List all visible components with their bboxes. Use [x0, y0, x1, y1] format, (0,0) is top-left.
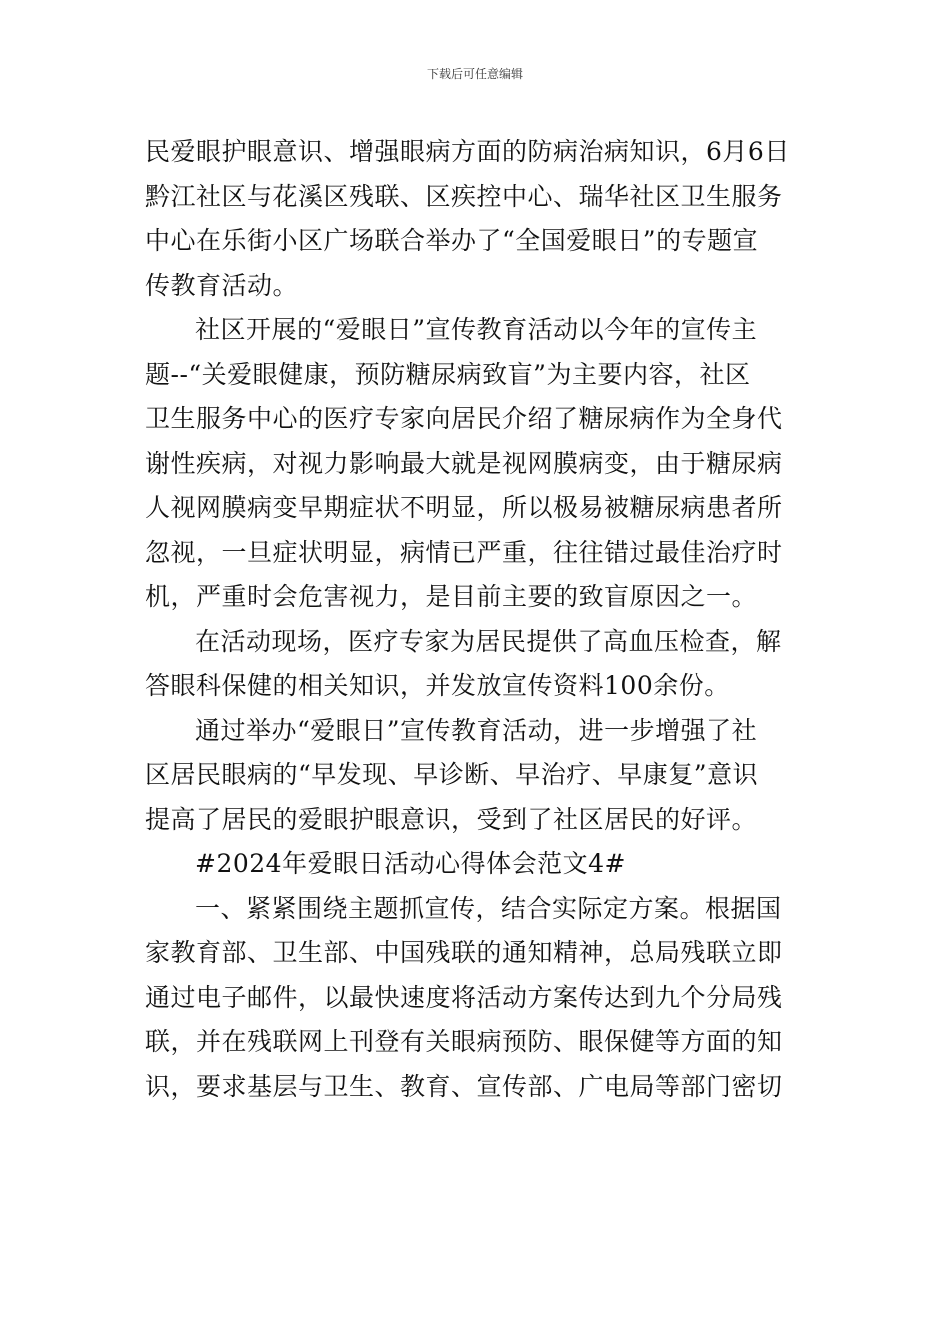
paragraph-line: 通过举办“爱眼日”宣传教育活动，进一步增强了社 — [195, 715, 758, 745]
paragraph-line: 答眼科保健的相关知识，并发放宣传资料100余份。 — [145, 671, 730, 700]
paragraph-line: 社区开展的“爱眼日”宣传教育活动以今年的宣传主 — [195, 315, 758, 344]
paragraph-line: 机，严重时会危害视力，是目前主要的致盲原因之一。 — [145, 582, 758, 611]
paragraph-line: 识，要求基层与卫生、教育、宣传部、广电局等部门密切 — [145, 1071, 783, 1101]
paragraph-line: 民爱眼护眼意识、增强眼病方面的防病治病知识，6月6日 — [145, 137, 790, 166]
paragraph-line: 卫生服务中心的医疗专家向居民介绍了糖尿病作为全身代 — [145, 404, 783, 433]
paragraph-line: 提高了居民的爱眼护眼意识，受到了社区居民的好评。 — [145, 804, 758, 834]
paragraph-line: 忽视，一旦症状明显，病情已严重，往往错过最佳治疗时 — [145, 537, 783, 567]
page-header: 下载后可任意编辑 — [426, 67, 523, 81]
paragraph-line: 谢性疾病，对视力影响最大就是视网膜病变，由于糖尿病 — [145, 448, 783, 478]
section-heading: #2024年爱眼日活动心得体会范文4# — [195, 849, 626, 878]
paragraph-line: 中心在乐街小区广场联合举办了“全国爱眼日”的专题宣 — [145, 226, 759, 255]
paragraph-line: 黔江社区与花溪区残联、区疾控中心、瑞华社区卫生服务 — [145, 181, 783, 211]
paragraph-line: 人视网膜病变早期症状不明显，所以极易被糖尿病患者所 — [145, 493, 783, 522]
paragraph-line: 通过电子邮件，以最快速度将活动方案传达到九个分局残 — [145, 982, 783, 1012]
paragraph-line: 题--“关爱眼健康，预防糖尿病致盲”为主要内容，社区 — [145, 359, 751, 389]
document-body — [145, 130, 810, 1109]
paragraph-line: 传教育活动。 — [145, 270, 299, 300]
paragraph-line: 区居民眼病的“早发现、早诊断、早治疗、早康复”意识 — [145, 760, 759, 789]
paragraph-line: 一、紧紧围绕主题抓宣传，结合实际定方案。根据国 — [195, 893, 782, 923]
paragraph-line: 联，并在残联网上刊登有关眼病预防、眼保健等方面的知 — [145, 1027, 783, 1056]
paragraph-line: 家教育部、卫生部、中国残联的通知精神，总局残联立即 — [145, 938, 783, 967]
paragraph-line: 在活动现场，医疗专家为居民提供了高血压检查，解 — [195, 626, 782, 656]
